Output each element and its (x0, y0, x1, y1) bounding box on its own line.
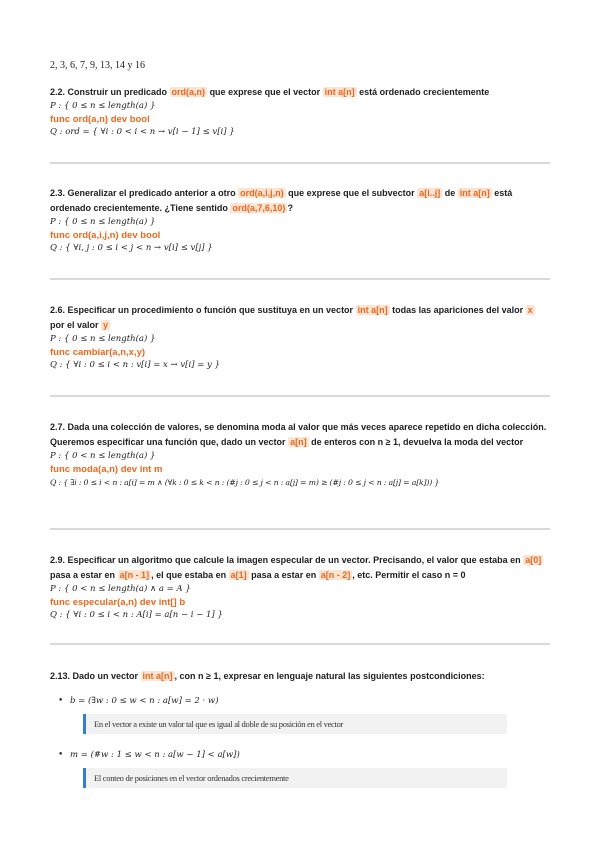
function-signature: func ord(a,n) dev bool (50, 114, 150, 125)
function-signature: func cambiar(a,n,x,y) (50, 347, 146, 358)
section-title: 2.9. Especificar un algoritmo que calcule la imagen especular de un vector. Precisando, el valor que estaba en a[0] pasa a estar en a[n - 1] , el que estaba en a[1] pasa a estar en a[n - 2] , etc. Permitir el caso n = 0 (50, 555, 542, 580)
divider (50, 528, 550, 530)
exercise-list: 2, 3, 6, 7, 9, 13, 14 y 16 (50, 60, 145, 71)
code-token: a[i..j] (419, 188, 441, 198)
section-2-6 (50, 303, 550, 372)
postcondition: Q : { ∀i, j : 0 ≤ i < j < n → v[i] ≤ v[j] } (50, 243, 213, 253)
code-token: a[1] (230, 570, 247, 580)
section-2-3 (50, 186, 550, 255)
code-token: y (103, 320, 109, 330)
code-token: ord(a,n) (171, 87, 206, 97)
list-item-answer (50, 714, 550, 734)
code-token: ord(a,7,6,10) (232, 203, 286, 213)
precondition: P : { 0 < n ≤ length(a) ∧ a = A } (50, 584, 191, 594)
precondition: P : { 0 ≤ n ≤ length(a) } (50, 101, 156, 111)
code-token: int a[n] (324, 87, 355, 97)
code-token: int a[n] (459, 188, 490, 198)
function-signature: func moda(a,n) dev int m (50, 464, 163, 475)
code-token: a[n - 2] (320, 570, 351, 580)
section-title: 2.13. Dado un vector int a[n] , con n ≥ 1, expresar en lenguaje natural las siguientes postcondiciones: (50, 671, 485, 681)
precondition: P : { 0 ≤ n ≤ length(a) } (50, 217, 156, 227)
section-title: 2.6. Especificar un procedimiento o función que sustituya en un vector int a[n] todas las apariciones del valor x por el valor y (50, 305, 533, 330)
code-token: a[n] (290, 437, 307, 447)
postcondition: Q : ord = { ∀i : 0 < i < n → v[i − 1] ≤ v[i] } (50, 127, 235, 137)
list-item: • b = (∃w : 0 ≤ w < n : a[w] = 2 · w) (50, 694, 550, 708)
section-title: 2.2. Construir un predicado ord(a,n) que exprese que el vector int a[n] está ordenado crecientemente (50, 87, 490, 97)
list-item: • m = (#w : 1 ≤ w < n : a[w − 1] < a[w]) (50, 748, 550, 762)
code-token: a[0] (525, 555, 542, 565)
divider (50, 643, 550, 645)
code-token: x (527, 305, 533, 315)
divider (50, 395, 550, 397)
function-signature: func especular(a,n) dev int[] b (50, 597, 186, 608)
postcondition: Q : { ∀i : 0 ≤ i < n : v[i] = x → v[i] = y } (50, 360, 220, 370)
code-token: int a[n] (357, 305, 388, 315)
code-token: a[n - 1] (119, 570, 150, 580)
section-title: 2.3. Generalizar el predicado anterior a otro ord(a,i,j,n) que exprese que el subvector a[i..j] de int a[n] está ordenado crecientemente. ¿Tiene sentido ord(a,7,6,10) ? (50, 188, 513, 213)
postcondition: Q : { ∃i : 0 ≤ i < n : a[i] = m ∧ (∀k : 0 ≤ k < n : (#j : 0 ≤ j < n : a[j] = m) ≥ (#j : 0 ≤ j < n : a[j] = a[k])) } (50, 478, 440, 487)
section-title: 2.7. Dada una colección de valores, se denomina moda al valor que más veces aparece repetido en dicha colección. Queremos especificar una función que, dado un vector a[n] de enteros con n ≥ 1, devuelva la moda del vector (50, 422, 547, 447)
section-2-2 (50, 85, 550, 139)
precondition: P : { 0 < n ≤ length(a) } (50, 451, 156, 461)
list-item-answer (50, 768, 550, 788)
code-token: int a[n] (142, 671, 173, 681)
answer-callout: El conteo de posiciones en el vector ordenados crecientemente (83, 768, 507, 788)
section-2-7 (50, 420, 550, 489)
answer-callout: En el vector a existe un valor tal que es igual al doble de su posición en el vector (83, 714, 507, 734)
divider (50, 278, 550, 280)
postcondition-list (50, 694, 550, 788)
precondition: P : { 0 ≤ n ≤ length(a) } (50, 334, 156, 344)
section-2-9 (50, 553, 550, 622)
section-2-13 (50, 669, 550, 788)
postcondition: Q : { ∀i : 0 ≤ i < n : A[i] = a[n − i − 1] } (50, 610, 223, 620)
code-token: ord(a,i,j,n) (240, 188, 284, 198)
divider (50, 162, 550, 164)
function-signature: func ord(a,i,j,n) dev bool (50, 230, 161, 241)
